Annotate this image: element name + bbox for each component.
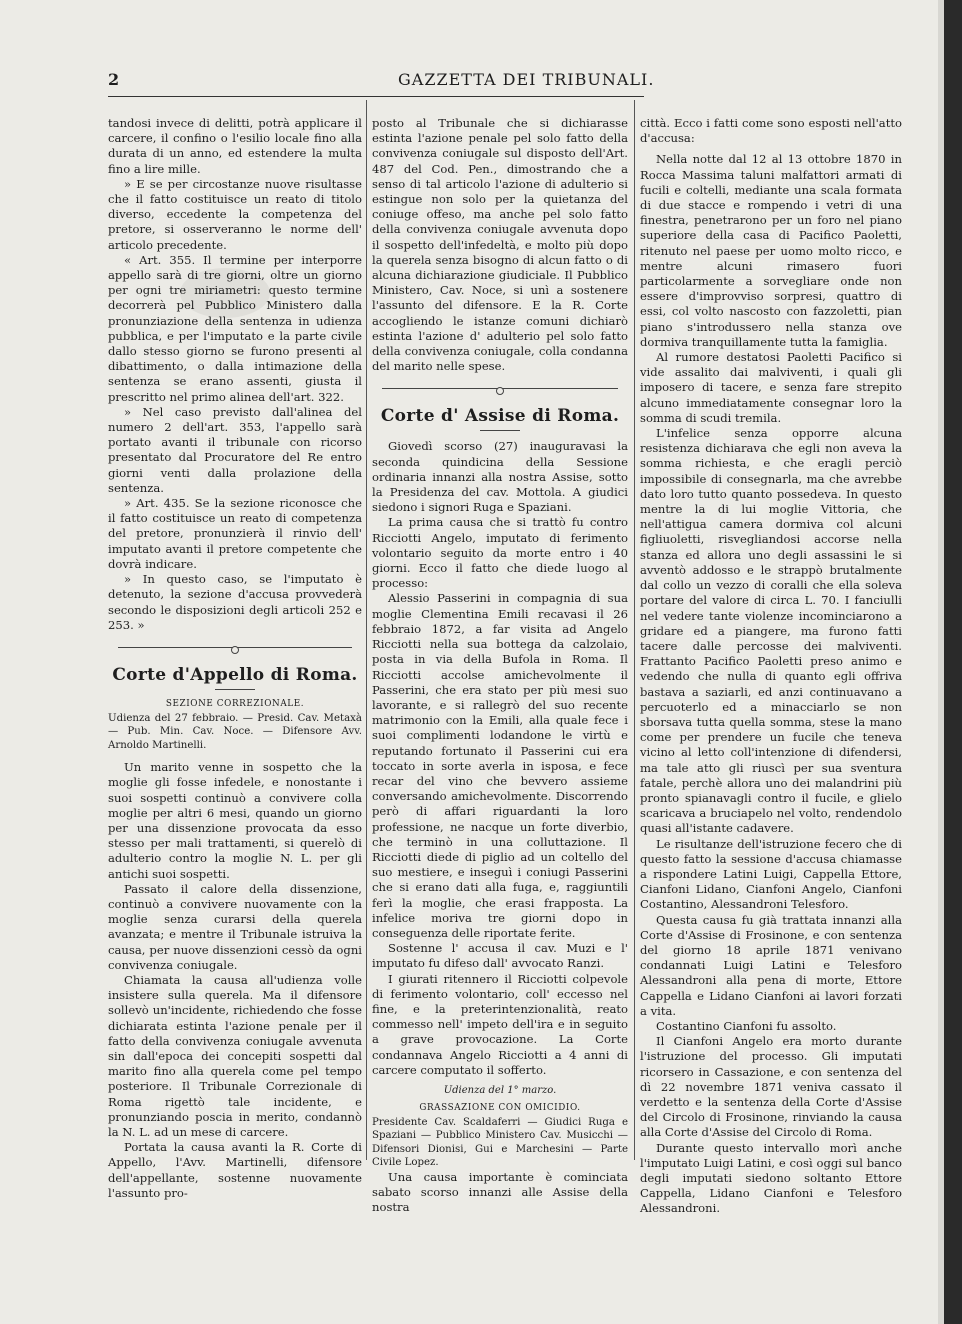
paragraph: Al rumore destatosi Paoletti Pacifico si vide assalito dai malviventi, i quali gli imposero di tacere, e senza fare strepito alcuno immediatamente consegnar loro la somma di scudi tremila. [640,350,902,425]
paragraph: Costantino Cianfoni fu assolto. [656,1018,837,1033]
paragraph: città. Ecco i fatti come sono esposti nell'atto d'accusa: [640,116,902,146]
paragraph: Portata la causa avanti la R. Corte di Appello, l'Avv. Martinelli, difensore dell'appellante, sostenne nuovamente l'assunto pro- [108,1140,362,1200]
paragraph: » Art. 435. Se la sezione riconosce che il fatto costituisce un reato di competenza del pretore, pronunzierà il rinvio dell' imputato avanti il pretore competente che dovrà indicare. [108,496,362,571]
paragraph: Le risultanze dell'istruzione fecero che di questo fatto la sessione d'accusa chiamasse a rispondere Latini Luigi, Cappella Ettore, Cianfoni Lidano, Cianfoni Angelo, Cianfoni Costantino, Alessandroni Telesforo. [640,836,902,912]
section-separator [372,382,628,394]
paragraph: I giurati ritennero il Ricciotti colpevole di ferimento volontario, coll' eccesso nel fine, e la preterintenzionalità, reato commesso nell' impeto dell'ira e in seguito a grave provocazione. La Corte condannava Angelo Ricciotti a 4 anni di carcere computato il sofferto. [372,971,628,1077]
paragraph: Una causa importante è cominciata sabato scorso innanzi alle Assise della nostra [372,1169,628,1215]
hearing-details: Udienza del 27 febbraio. — Presid. Cav. Metaxà — Pub. Min. Cav. Noce. — Difensore Avv. Arnoldo Martinelli. [108,712,362,751]
column-divider [366,100,367,1160]
hearing-date: Udienza del 1° marzo. [443,1084,557,1096]
newspaper-title: GAZZETTA DEI TRIBUNALI. [398,70,655,89]
paragraph: » In questo caso, se l'imputato è detenuto, la sezione d'accusa provvederà secondo le disposizioni degli articoli 252 e 253. » [108,572,362,632]
column-3 [640,116,902,1217]
column-1 [108,116,362,1201]
paragraph: Questa causa fu già trattata innanzi alla Corte d'Assise di Frosinone, e con sentenza del giorno 18 aprile 1871 venivano condannati Luigi Latini e Telesforo Alessandroni alla pena di morte, Ettore Cappella e Lidano Cianfoni ai lavori forzati a vita. [640,912,902,1018]
scan-edge [944,0,962,1324]
paragraph: tandosi invece di delitti, potrà applicare il carcere, il confino o l'esilio locale fino alla durata di un anno, ed estendere la multa fino a lire mille. [108,116,362,176]
section-title: Corte d' Assise di Roma. [380,406,620,427]
paragraph: Un marito venne in sospetto che la moglie gli fosse infedele, e nonostante i suoi sospetti continuò a convivere colla moglie per altri 6 mesi, quando un giorno per una dissenzione provocata da esso stesso per mali trattamenti, si querelò di adulterio contro la moglie N. L. per gli antichi suoi sospetti. [108,760,362,881]
paragraph: Giovedì scorso (27) inauguravasi la seconda quindicina della Sessione ordinaria innanzi alla nostra Assise, sotto la Presidenza del cav. Mottola. A giudici siedono i signori Ruga e Spaziani. [372,439,628,515]
section-title: Corte d'Appello di Roma. [112,664,358,685]
column-2 [372,116,628,1215]
subsection-title: GRASSAZIONE CON OMICIDIO. [419,1102,581,1113]
paragraph: L'infelice senza opporre alcuna resistenza dichiarava che egli non aveva la somma richiesta, e che eragli perciò impossibile di consegnarla, ma che avrebbe dato loro tutto quanto possedeva. In questo mentre la di lui moglie Vittoria, che nell'attigua camera dormiva col alcuni figliuoletti, risvegliandosi accorse nella stanza ed allora uno degli assassini le si avventò addosso e le strappò brutalmente dal collo un vezzo di coralli che ella soleva portare del valore di circa L. 70. I fanciulli nel vedere tante violenze incominciarono a gridare ed a piangere, ma furono fatti tacere dalle percosse dei malviventi. Frattanto Pacifico Paoletti preso animo e vedendo che nulla di quanto egli offriva bastava a saziarli, ed anzi continuavano a percuoterlo ed a minacciarlo se non sborsava tutta quella somma, stese la mano come per prendere un fucile che teneva vicino al letto coll'intenzione di difendersi, ma tale atto gli riuscì per sua sventura fatale, perchè allora uno dei malandrini più pronto spianavagli contro il fucile, e glielo scaricava a bruciapelo nel volto, rendendolo quasi all'istante cadavere. [640,426,902,836]
paragraph: « Art. 355. Il termine per interporre appello sarà di tre giorni, oltre un giorno per ogni tre miriametri: questo termine decorrerà pel Pubblico Ministero dalla pronunziazione della sentenza in udienza pubblica, e per l'imputato e la parte civile dallo stesso giorno se furono presenti al dibattimento, o dalla intimazione della sentenza se erano assenti, giusta il prescritto nel primo alinea dell'art. 322. [108,252,362,404]
paragraph: La prima causa che si trattò fu contro Ricciotti Angelo, imputato di ferimento volontario seguito da morte entro i 40 giorni. Ecco il fatto che diede luogo al processo: [372,515,628,591]
paragraph: Sostenne l' accusa il cav. Muzi e l' imputato fu difeso dall' avvocato Ranzi. [372,941,628,971]
page-header [108,70,655,94]
paragraph: Durante questo intervallo morì anche l'imputato Luigi Latini, e così oggi sul banco degli imputati siedono soltanto Ettore Cappella, Lidano Cianfoni e Telesforo Alessandroni. [640,1140,902,1216]
paragraph: Nella notte dal 12 al 13 ottobre 1870 in Rocca Massima taluni malfattori armati di fucili e coltelli, mediante una scala formata di due stacce e rompendo i vetri di una finestra, penetrarono per un foro nel piano superiore della casa di Pacifico Paoletti, ritenuto nel paese per uomo molto ricco, e mentre alcuni rimasero fuori particolarmente a sorvegliare onde non essere d'improvviso sorpresi, quattro di essi, col volto nascosto con fazzoletti, pian piano s'introdussero nella stanza ove dormiva tranquillamente tutta la famiglia. [640,152,902,349]
hearing-details: Presidente Cav. Scaldaferri — Giudici Ruga e Spaziani — Pubblico Ministero Cav. Musicchi — Difensori Dionisi, Gui e Marchesini — Parte Civile Lopez. [372,1116,628,1169]
paragraph: Alessio Passerini in compagnia di sua moglie Clementina Emili recavasi il 26 febbraio 1872, a far visita ad Angelo Ricciotti nella sua bottega da calzolaio, posta in via della Bufola in Roma. Il Ricciotti accolse amichevolmente il Passerini, che era stato per più mesi suo lavorante, e si rallegrò del suo recente matrimonio con la Emili, alla quale fece i suoi complimenti lodandone le virtù e reputando fortunato il Passerini cui era toccato in sorte averla in isposa, e fece recar del vino che bevvero assieme conversando amichevolmente. Discorrendo però di affari riguardanti la loro professione, ne nacque un forte diverbio, che terminò in una colluttazione. Il Ricciotti diede di piglio ad un coltello del suo mestiere, e inseguì i coniugi Passerini che si erano dati alla fuga, e, raggiuntili ferì la moglie, che erasi frapposta. La infelice moriva tre giorni dopo in conseguenza delle riportate ferite. [372,591,628,940]
paragraph: » Nel caso previsto dall'alinea del numero 2 dell'art. 353, l'appello sarà portato avanti il tribunale con ricorso presentato dal Procuratore del Re entro giorni venti dalla prolazione della sentenza. [108,404,362,495]
short-rule [480,430,520,431]
short-rule [215,689,255,690]
paragraph: Il Cianfoni Angelo era morto durante l'istruzione del processo. Gli imputati ricorsero in Cassazione, e con sentenza del dì 22 novembre 1871 veniva cassato il verdetto e la sentenza della Corte d'Assise del Circolo di Frosinone, rinviando la causa alla Corte d'Assise del Circolo di Roma. [640,1034,902,1140]
paragraph: Passato il calore della dissenzione, continuò a convivere nuovamente con la moglie senza curarsi della querela avanzata; e mentre il Tribunale istruiva la causa, per nuove dissenzioni cessò da ogni convivenza coniugale. [108,881,362,972]
section-separator [108,641,362,653]
paragraph: Chiamata la causa all'udienza volle insistere sulla querela. Ma il difensore sollevò un'incidente, richiedendo che fosse dichiarata estinta l'azione penale per il fatto della convivenza coniugale avvenuta sin dall'epoca dei concepiti sospetti dal marito fino alla querela come pel tempo posteriore. Il Tribunale Correzionale di Roma rigettò tale incidente, e pronunziando poscia in merito, condannò la N. L. ad un mese di carcere. [108,972,362,1139]
page-number: 2 [108,70,120,89]
paragraph: » E se per circostanze nuove risultasse che il fatto costituisce un reato di titolo diverso, eccedente la competenza del pretore, si osserveranno le norme dell' articolo precedente. [108,176,362,252]
column-divider [634,100,635,1160]
paragraph: posto al Tribunale che si dichiarasse estinta l'azione penale pel solo fatto della convivenza coniugale sul disposto dell'Art. 487 del Cod. Pen., dimostrando che a senso di tal articolo l'azione di adulterio si estingue non solo per la quietanza del coniuge offeso, ma anche pel solo fatto della convivenza coniugale avvenuta dopo il sospetto dell'infedeltà, e molto più dopo la querela senza bisogno di alcun fatto o di alcuna dichiarazione giudiciale. Il Pubblico Ministero, Cav. Noce, si unì a sostenere l'assunto del difensore. E la R. Corte accogliendo le istanze comuni dichiarò estinta l'azione d' adulterio pel solo fatto della convivenza coniugale, colla condanna del marito nelle spese. [372,116,628,374]
header-rule [108,96,644,97]
subsection-title: SEZIONE CORREZIONALE. [165,698,305,709]
